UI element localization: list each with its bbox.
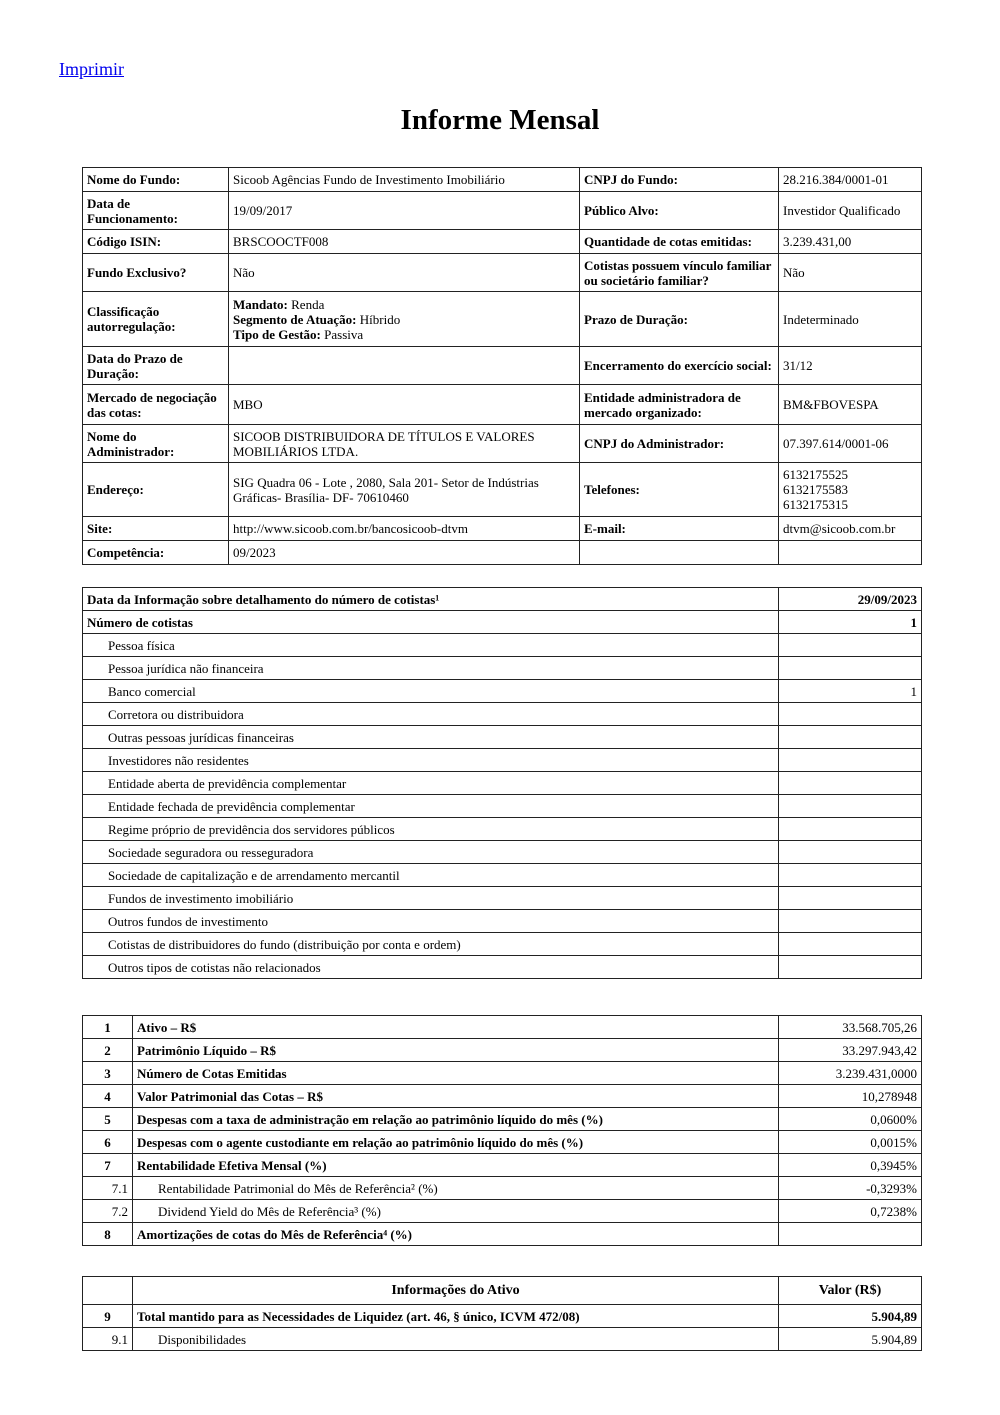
data-prazo-value [229, 347, 580, 385]
row-number: 1 [83, 1016, 133, 1039]
row-number: 7.2 [83, 1200, 133, 1223]
table-row [83, 772, 922, 795]
row-number: 5 [83, 1108, 133, 1131]
row-label: Ativo – R$ [133, 1016, 779, 1039]
row-label: Entidade fechada de previdência complementar [83, 795, 779, 818]
prazo-value: Indeterminado [779, 292, 922, 347]
row-number: 6 [83, 1131, 133, 1154]
row-value [779, 726, 922, 749]
row-label: Disponibilidades [133, 1328, 779, 1351]
row-value [779, 772, 922, 795]
row-label: Investidores não residentes [83, 749, 779, 772]
table-row [83, 933, 922, 956]
row-value [779, 887, 922, 910]
table-row [83, 1085, 922, 1108]
telefones-label: Telefones: [580, 463, 779, 517]
table-row [83, 1328, 922, 1351]
telefone-3: 6132175315 [783, 497, 848, 512]
row-value: 33.568.705,26 [779, 1016, 922, 1039]
vinculo-value: Não [779, 254, 922, 292]
mandato-value: Renda [291, 296, 325, 312]
email-value: dtvm@sicoob.com.br [779, 517, 922, 541]
telefones-value [779, 463, 922, 517]
mandato-label: Mandato: [233, 296, 288, 312]
ativo-header-value: Valor (R$) [779, 1277, 922, 1305]
endereco-label: Endereço: [83, 463, 229, 517]
table-row [83, 910, 922, 933]
table-row [83, 1131, 922, 1154]
table-row [83, 841, 922, 864]
row-value [779, 841, 922, 864]
vinculo-label: Cotistas possuem vínculo familiar ou societário familiar? [580, 254, 779, 292]
row-label: Fundos de investimento imobiliário [83, 887, 779, 910]
row-label: Número de Cotas Emitidas [133, 1062, 779, 1085]
cnpj-admin-label: CNPJ do Administrador: [580, 425, 779, 463]
indicadores-table [82, 1015, 922, 1246]
table-row [83, 1039, 922, 1062]
row-value [779, 933, 922, 956]
row-number: 3 [83, 1062, 133, 1085]
table-row [83, 887, 922, 910]
classificacao-value [229, 292, 580, 347]
isin-label: Código ISIN: [83, 230, 229, 254]
table-row [83, 956, 922, 979]
print-link[interactable]: Imprimir [59, 59, 124, 79]
row-number: 2 [83, 1039, 133, 1062]
row-value [779, 818, 922, 841]
site-label: Site: [83, 517, 229, 541]
ativo-header-label: Informações do Ativo [133, 1277, 779, 1305]
row-value: 0,3945% [779, 1154, 922, 1177]
cnpj-fundo-value: 28.216.384/0001-01 [779, 168, 922, 192]
segmento-label: Segmento de Atuação: [233, 311, 357, 327]
telefone-1: 6132175525 [783, 467, 848, 482]
row-label: Regime próprio de previdência dos servidores públicos [83, 818, 779, 841]
page-title: Informe Mensal [400, 104, 600, 136]
data-funcionamento-value: 19/09/2017 [229, 192, 580, 230]
row-label: Despesas com a taxa de administração em relação ao patrimônio líquido do mês (%) [133, 1108, 779, 1131]
row-value: 0,7238% [779, 1200, 922, 1223]
fund-info-table [82, 167, 922, 565]
row-value [779, 657, 922, 680]
nome-fundo-label: Nome do Fundo: [83, 168, 229, 192]
row-label: Outros tipos de cotistas não relacionados [83, 956, 779, 979]
empty-cell [779, 541, 922, 565]
row-value [779, 795, 922, 818]
competencia-label: Competência: [83, 541, 229, 565]
row-value: 3.239.431,0000 [779, 1062, 922, 1085]
qtd-cotas-label: Quantidade de cotas emitidas: [580, 230, 779, 254]
row-label: Pessoa física [83, 634, 779, 657]
table-row [83, 1200, 922, 1223]
publico-alvo-label: Público Alvo: [580, 192, 779, 230]
row-value [779, 749, 922, 772]
row-label: Sociedade de capitalização e de arrendamento mercantil [83, 864, 779, 887]
ativo-table [82, 1276, 922, 1351]
row-value: 1 [779, 680, 922, 703]
row-value [779, 956, 922, 979]
table-row [83, 1062, 922, 1085]
row-label: Outras pessoas jurídicas financeiras [83, 726, 779, 749]
publico-alvo-value: Investidor Qualificado [779, 192, 922, 230]
entidade-label: Entidade administradora de mercado organizado: [580, 385, 779, 425]
table-row [83, 703, 922, 726]
email-label: E-mail: [580, 517, 779, 541]
gestao-label: Tipo de Gestão: [233, 326, 321, 342]
exclusivo-label: Fundo Exclusivo? [83, 254, 229, 292]
cotistas-date-label: Data da Informação sobre detalhamento do número de cotistas¹ [83, 588, 779, 611]
cotistas-table [82, 587, 922, 979]
table-row [83, 726, 922, 749]
row-value: 5.904,89 [779, 1328, 922, 1351]
table-row [83, 1223, 922, 1246]
row-number: 4 [83, 1085, 133, 1108]
numero-cotistas-value: 1 [779, 611, 922, 634]
row-label: Rentabilidade Efetiva Mensal (%) [133, 1154, 779, 1177]
row-value: 0,0015% [779, 1131, 922, 1154]
row-number: 9.1 [83, 1328, 133, 1351]
row-label: Rentabilidade Patrimonial do Mês de Referência² (%) [133, 1177, 779, 1200]
endereco-value: SIG Quadra 06 - Lote , 2080, Sala 201- Setor de Indústrias Gráficas- Brasília- DF- 70610460 [229, 463, 580, 517]
row-number: 7.1 [83, 1177, 133, 1200]
row-value [779, 910, 922, 933]
table-row [83, 634, 922, 657]
row-label: Corretora ou distribuidora [83, 703, 779, 726]
table-row [83, 657, 922, 680]
exclusivo-value: Não [229, 254, 580, 292]
qtd-cotas-value: 3.239.431,00 [779, 230, 922, 254]
row-label: Patrimônio Líquido – R$ [133, 1039, 779, 1062]
cotistas-date-value: 29/09/2023 [779, 588, 922, 611]
row-number: 7 [83, 1154, 133, 1177]
classificacao-label: Classificação autorregulação: [83, 292, 229, 347]
row-value [779, 703, 922, 726]
cnpj-admin-value: 07.397.614/0001-06 [779, 425, 922, 463]
table-row [83, 864, 922, 887]
row-value: -0,3293% [779, 1177, 922, 1200]
table-row [83, 1154, 922, 1177]
encerramento-label: Encerramento do exercício social: [580, 347, 779, 385]
row-label: Entidade aberta de previdência complementar [83, 772, 779, 795]
site-value: http://www.sicoob.com.br/bancosicoob-dtvm [229, 517, 580, 541]
table-row [83, 818, 922, 841]
segmento-value: Híbrido [359, 311, 401, 327]
nome-fundo-value: Sicoob Agências Fundo de Investimento Imobiliário [229, 168, 580, 192]
entidade-value: BM&FBOVESPA [779, 385, 922, 425]
administrador-value: SICOOB DISTRIBUIDORA DE TÍTULOS E VALORES MOBILIÁRIOS LTDA. [229, 425, 580, 463]
row-label: Amortizações de cotas do Mês de Referência⁴ (%) [133, 1223, 779, 1246]
row-label: Banco comercial [83, 680, 779, 703]
row-label: Despesas com o agente custodiante em relação ao patrimônio líquido do mês (%) [133, 1131, 779, 1154]
row-number: 9 [83, 1305, 133, 1328]
row-label: Dividend Yield do Mês de Referência³ (%) [133, 1200, 779, 1223]
table-row [83, 1305, 922, 1328]
cnpj-fundo-label: CNPJ do Fundo: [580, 168, 779, 192]
table-row [83, 1016, 922, 1039]
row-value [779, 864, 922, 887]
encerramento-value: 31/12 [779, 347, 922, 385]
telefone-2: 6132175583 [783, 482, 848, 497]
table-row [83, 680, 922, 703]
row-label: Sociedade seguradora ou resseguradora [83, 841, 779, 864]
row-value [779, 634, 922, 657]
isin-value: BRSCOOCTF008 [229, 230, 580, 254]
gestao-value: Passiva [324, 326, 364, 342]
table-row [83, 795, 922, 818]
row-value: 0,0600% [779, 1108, 922, 1131]
table-row [83, 1177, 922, 1200]
table-row [83, 1108, 922, 1131]
competencia-value: 09/2023 [229, 541, 580, 565]
row-number: 8 [83, 1223, 133, 1246]
numero-cotistas-label: Número de cotistas [83, 611, 779, 634]
mercado-label: Mercado de negociação das cotas: [83, 385, 229, 425]
row-value: 10,278948 [779, 1085, 922, 1108]
data-prazo-label: Data do Prazo de Duração: [83, 347, 229, 385]
mercado-value: MBO [229, 385, 580, 425]
row-label: Pessoa jurídica não financeira [83, 657, 779, 680]
data-funcionamento-label: Data de Funcionamento: [83, 192, 229, 230]
table-row [83, 749, 922, 772]
prazo-label: Prazo de Duração: [580, 292, 779, 347]
row-label: Outros fundos de investimento [83, 910, 779, 933]
row-value: 33.297.943,42 [779, 1039, 922, 1062]
administrador-label: Nome do Administrador: [83, 425, 229, 463]
row-label: Valor Patrimonial das Cotas – R$ [133, 1085, 779, 1108]
row-value: 5.904,89 [779, 1305, 922, 1328]
row-label: Total mantido para as Necessidades de Liquidez (art. 46, § único, ICVM 472/08) [133, 1305, 779, 1328]
row-value [779, 1223, 922, 1246]
empty-cell [580, 541, 779, 565]
row-label: Cotistas de distribuidores do fundo (distribuição por conta e ordem) [83, 933, 779, 956]
empty-cell [83, 1277, 133, 1305]
